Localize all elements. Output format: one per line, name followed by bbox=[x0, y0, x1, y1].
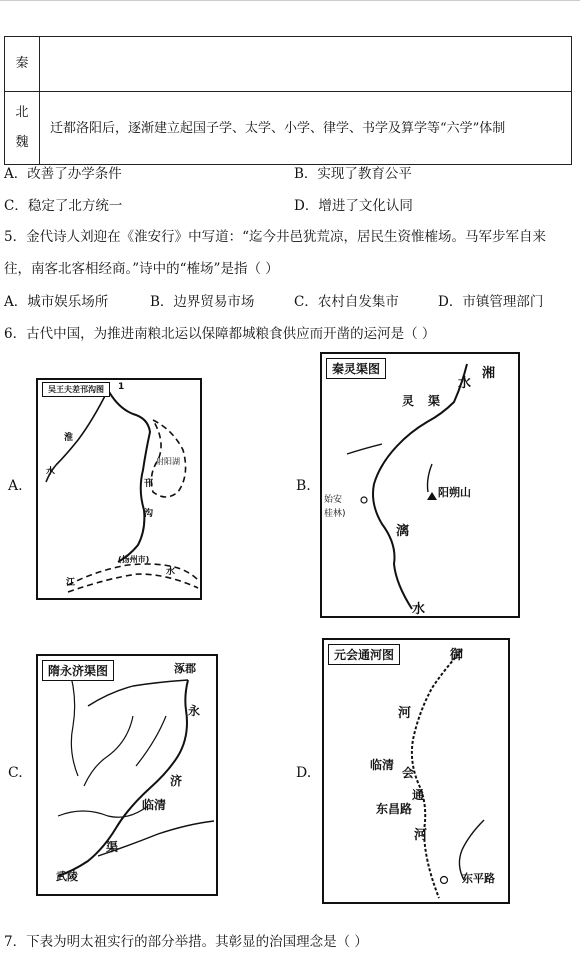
map-c-title: 隋永济渠图 bbox=[42, 660, 114, 681]
q6-option-a-label[interactable]: A. bbox=[8, 478, 23, 494]
map-c-yongjiqu[interactable]: 隋永济渠图 涿郡 永 济 临清 渠 武陵 bbox=[36, 654, 218, 896]
table-key-qin: 秦 bbox=[5, 37, 40, 92]
q5-option-b[interactable]: B．边界贸易市场 bbox=[150, 294, 255, 310]
q5-stem-line2: 往，南客北客相经商。”诗中的“榷场”是指（ ） bbox=[4, 261, 279, 277]
comparison-table bbox=[4, 36, 572, 165]
table-row bbox=[5, 37, 572, 92]
map-d-huitonghe[interactable]: 元会通河图 御 河 临清 会 通 东昌路 河 东平路 bbox=[322, 638, 510, 904]
q5-option-a[interactable]: A．城市娱乐场所 bbox=[4, 294, 109, 310]
q4-option-b[interactable]: B．实现了教育公平 bbox=[294, 166, 412, 182]
map-d-title: 元会通河图 bbox=[328, 644, 400, 665]
q6-stem: 6．古代中国，为推进南粮北运以保障都城粮食供应而开凿的运河是（ ） bbox=[4, 326, 436, 342]
q6-option-c-label[interactable]: C. bbox=[8, 765, 23, 781]
q6-option-d-label[interactable]: D. bbox=[296, 765, 312, 781]
top-rule bbox=[0, 0, 580, 1]
map-a-drawing bbox=[38, 380, 200, 598]
q4-option-a[interactable]: A．改善了办学条件 bbox=[4, 166, 122, 182]
q5-option-d[interactable]: D．市镇管理部门 bbox=[438, 294, 544, 310]
map-b-drawing bbox=[322, 354, 518, 616]
q5-option-c[interactable]: C．农村自发集市 bbox=[294, 294, 399, 310]
table-key-beiwei: 北 魏 bbox=[5, 92, 40, 165]
map-d-drawing bbox=[324, 640, 508, 902]
map-a-hangou[interactable]: 吴王夫差邗沟图 1 淮 水 射阳湖 邗 沟 (扬州市) 水 江 bbox=[36, 378, 202, 600]
q6-option-b-label[interactable]: B. bbox=[296, 478, 311, 494]
map-a-title: 吴王夫差邗沟图 bbox=[42, 382, 110, 397]
table-row bbox=[5, 92, 572, 165]
q5-stem-line1: 5．金代诗人刘迎在《淮安行》中写道：“迄今井邑犹荒凉，居民生资惟榷场。马军步军自来 bbox=[4, 229, 546, 245]
q4-option-c[interactable]: C．稳定了北方统一 bbox=[4, 198, 123, 214]
map-b-lingqu[interactable]: 秦灵渠图 湘 水 灵 渠 阳朔山 始安 桂林) 漓 水 bbox=[320, 352, 520, 618]
map-b-title: 秦灵渠图 bbox=[326, 358, 386, 379]
q4-option-d[interactable]: D．增进了文化认同 bbox=[294, 198, 413, 214]
q7-stem: 7．下表为明太祖实行的部分举措。其彰显的治国理念是（ ） bbox=[4, 934, 368, 950]
table-value-qin bbox=[40, 37, 572, 92]
map-c-drawing bbox=[38, 656, 216, 894]
table-value-beiwei: 迁都洛阳后，逐渐建立起国子学、太学、小学、律学、书学及算学等“六学”体制 bbox=[40, 92, 572, 165]
